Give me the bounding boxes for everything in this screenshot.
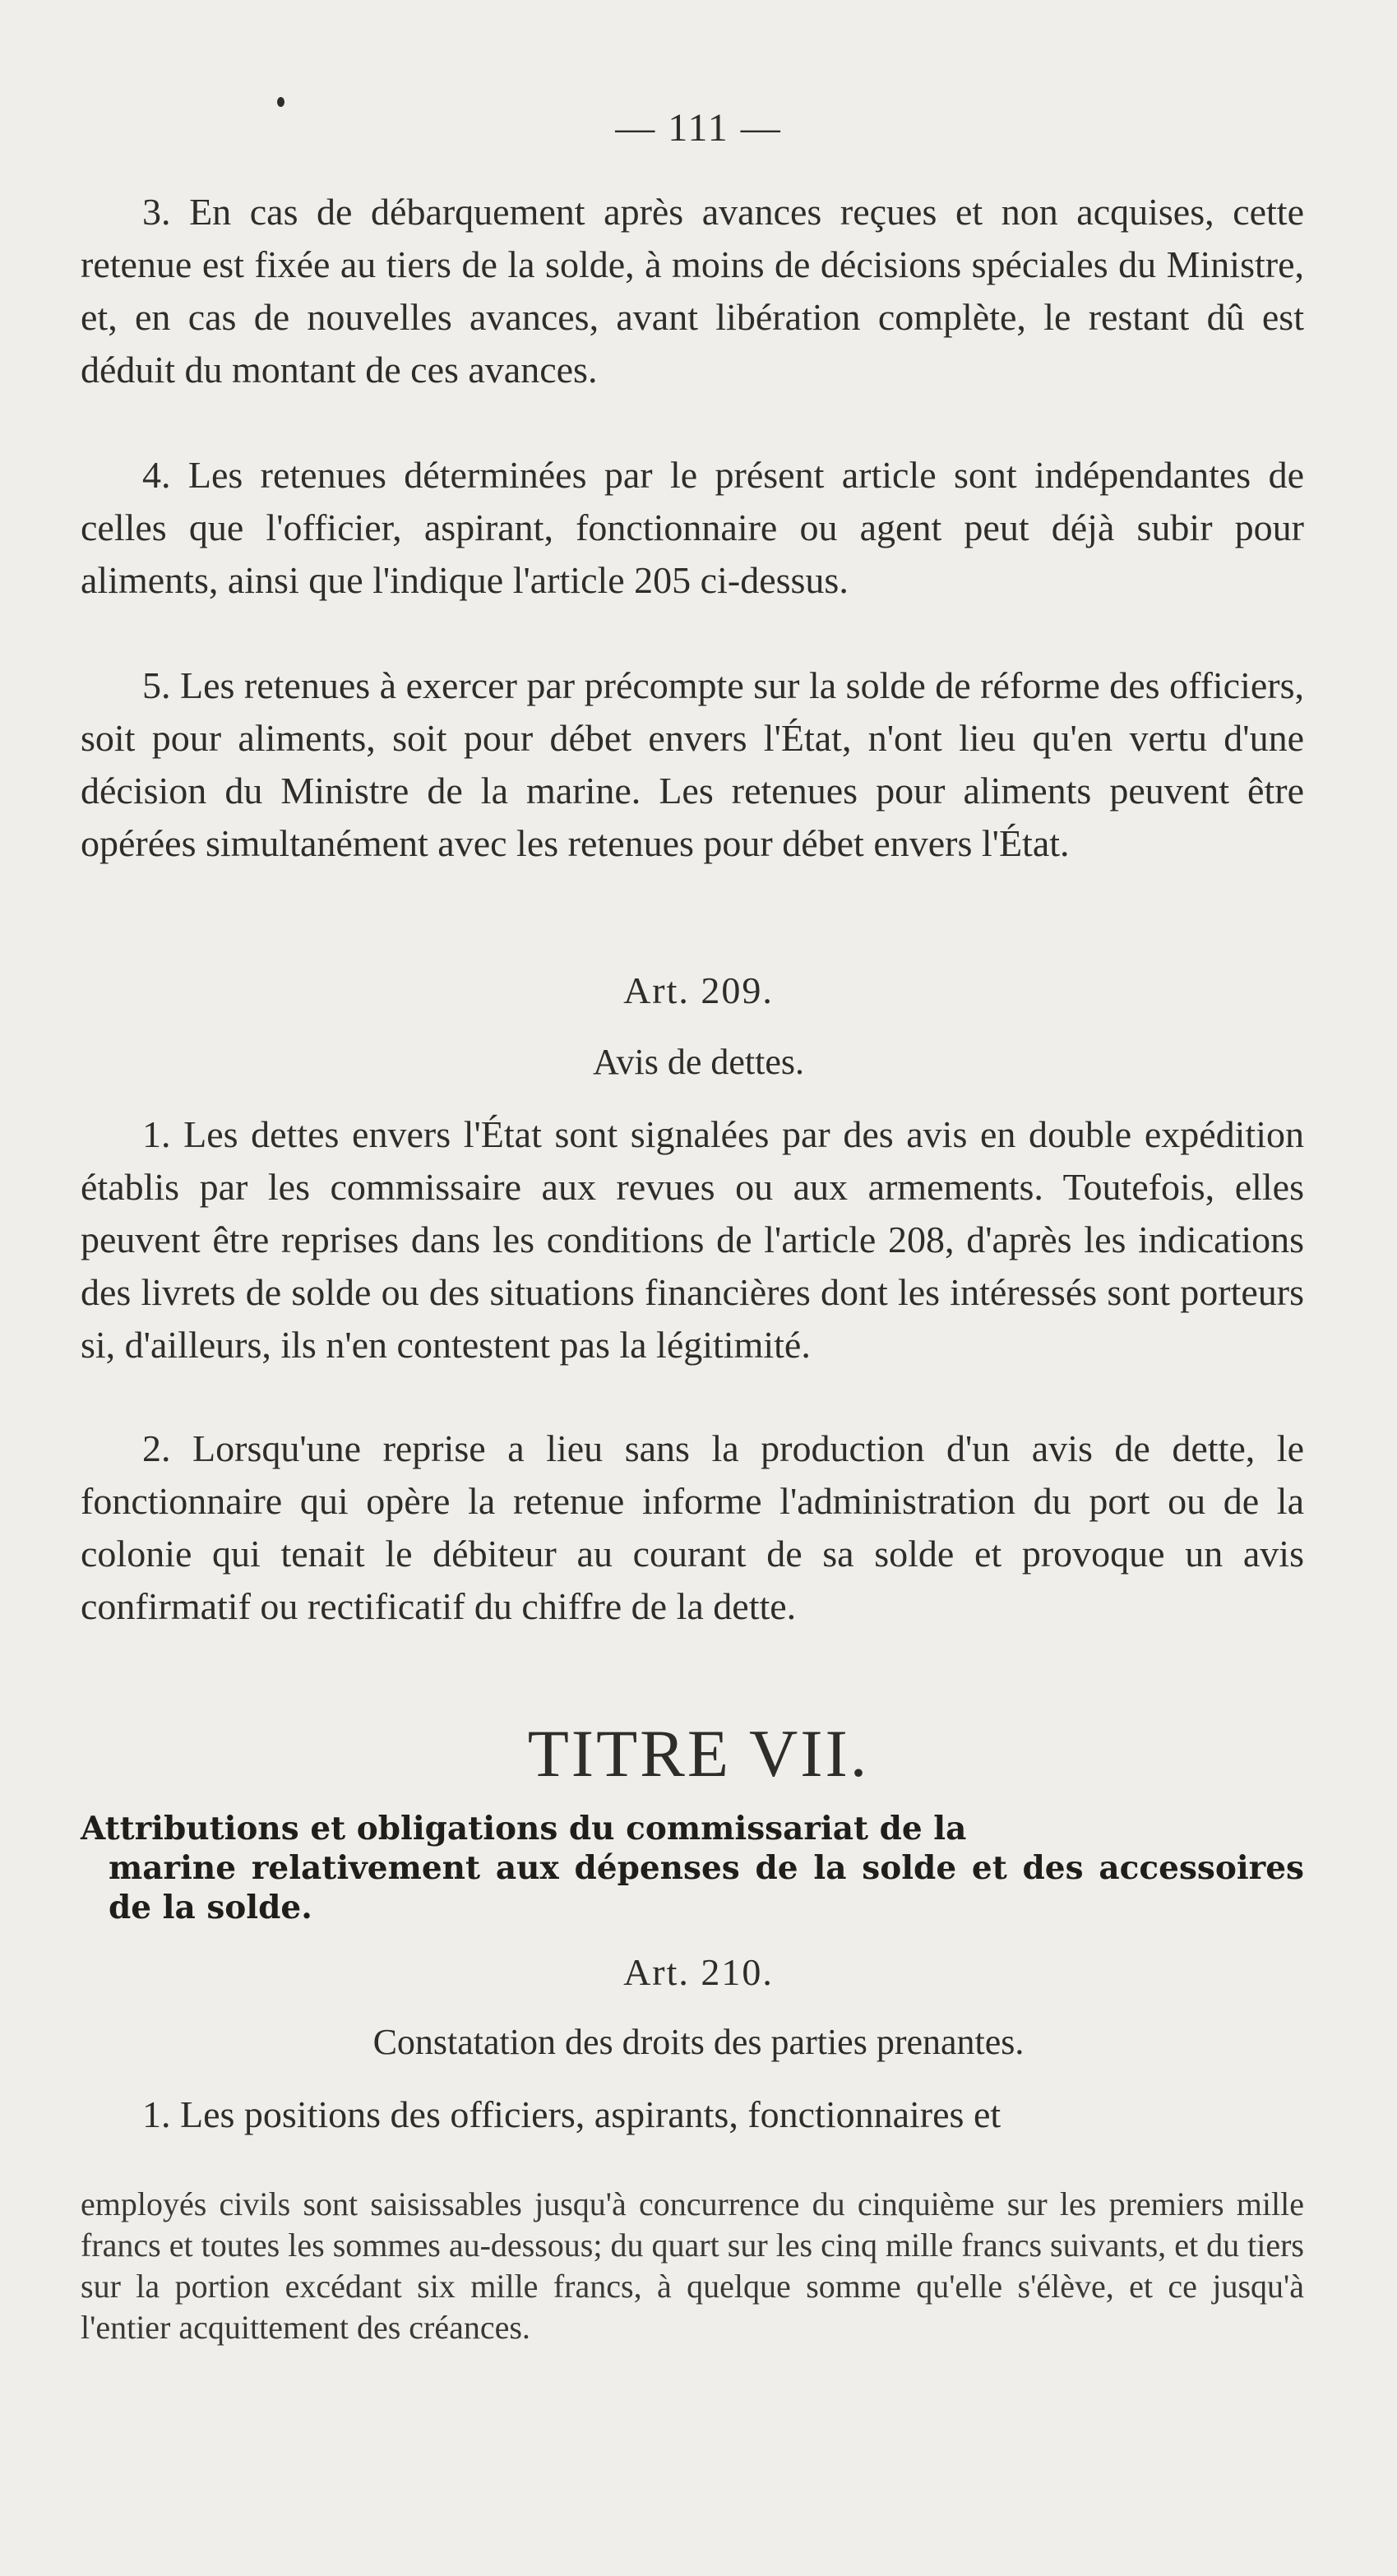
titre-subheading — [81, 1809, 1304, 1927]
article-210-heading: Art. 210. — [623, 1951, 774, 1993]
article-210-subtitle: Constatation des droits des parties prenantes. — [372, 2022, 1025, 2062]
titre-subheading-continuation: marine relativement aux dépenses de la solde et des accessoires de la solde. — [109, 1849, 1304, 1926]
titre-subheading-line1: Attributions et obligations du commissariat de la — [81, 1810, 967, 1848]
footnote-text: employés civils sont saisissables jusqu'à concurrence du cinquième sur les premiers mille francs et toutes les sommes au-dessous; du quart sur les cinq mille francs suivants, et du tiers sur la portion excédant six mille francs, à quelque somme qu'elle s'élève, et ce jusqu'à l'entier acquittement des créances. — [81, 2185, 1304, 2346]
article-209-subtitle: Avis de dettes. — [592, 1042, 805, 1082]
article-209-heading: Art. 209. — [623, 969, 774, 1011]
titre-heading: TITRE VII. — [527, 1716, 870, 1791]
paragraph-4: 4. Les retenues déterminées par le présent article sont indépendantes de celles que l'officier, aspirant, fonctionnaire ou agent peut déjà subir pour aliments, ainsi que l'indique l'article 205 ci-dessus. — [81, 454, 1304, 601]
paragraph-5: 5. Les retenues à exercer par précompte sur la solde de réforme des officiers, soit pour aliments, soit pour débet envers l'État, n'ont lieu qu'en vertu d'une décision du Ministre de la marine. Les retenues pour aliments peuvent être opérées simultanément avec les retenues pour débet envers l'État. — [81, 664, 1304, 864]
article-209-paragraph-2: 2. Lorsqu'une reprise a lieu sans la production d'un avis de dette, le fonctionnaire qui opère la retenue informe l'administration du port ou de la colonie qui tenait le débiteur au courant de sa solde et provoque un avis confirmatif ou rectificatif du chiffre de la dette. — [81, 1427, 1304, 1627]
article-209-paragraph-1: 1. Les dettes envers l'État sont signalées par des avis en double expédition établis par les commissaire aux revues ou aux armements. Toutefois, elles peuvent être reprises dans les conditions de l'article 208, d'après les indications des livrets de solde ou des situations financières dont les intéressés sont porteurs si, d'ailleurs, ils n'en contestent pas la légitimité. — [81, 1113, 1304, 1366]
paragraph-3: 3. En cas de débarquement après avances reçues et non acquises, cette retenue est fixée au tiers de la solde, à moins de décisions spéciales du Ministre, et, en cas de nouvelles avances, avant libération complète, le restant dû est déduit du montant de ces avances. — [81, 191, 1304, 391]
article-210-paragraph-1: 1. Les positions des officiers, aspirants, fonctionnaires et — [142, 2093, 1001, 2135]
page-number: — 111 — — [615, 106, 782, 150]
